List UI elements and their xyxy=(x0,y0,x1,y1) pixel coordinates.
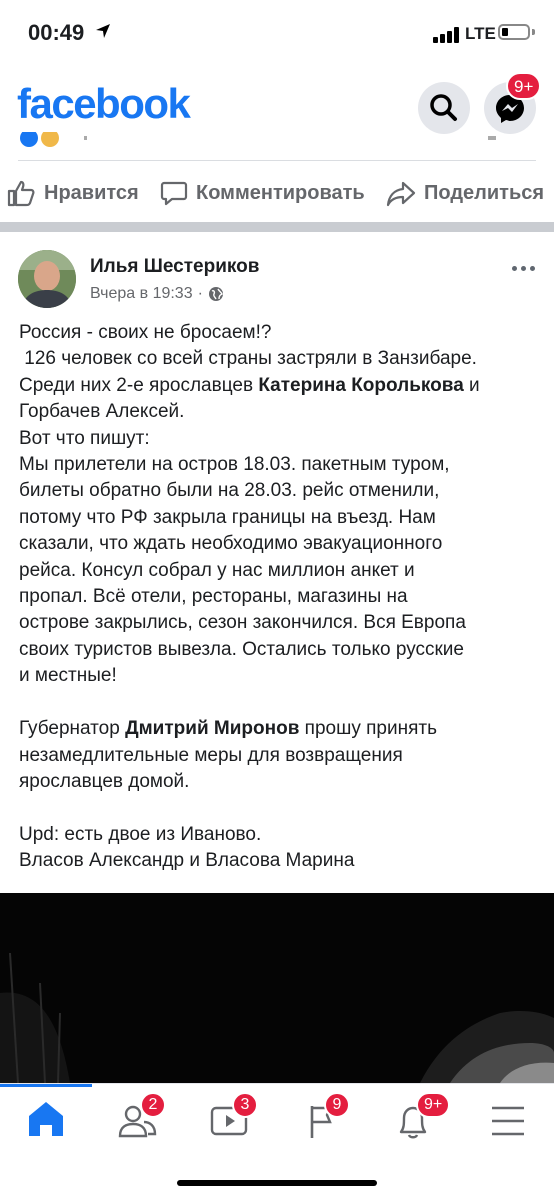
status-bar xyxy=(0,0,554,68)
search-button[interactable] xyxy=(418,82,470,134)
post-paragraph: прошу принять незамедлительные меры для возвращения ярославцев домой. xyxy=(19,718,437,792)
home-icon xyxy=(16,1094,76,1144)
comment-label: Комментировать xyxy=(196,181,365,204)
post-line: и xyxy=(463,374,480,396)
facebook-logo[interactable]: facebook xyxy=(17,80,190,127)
thumbs-up-icon xyxy=(6,178,36,208)
tab-friends[interactable] xyxy=(108,1094,168,1144)
share-button[interactable] xyxy=(386,168,544,218)
status-time: 00:49 xyxy=(28,20,85,45)
search-icon xyxy=(418,82,470,134)
post-line: Горбачев Алексей. xyxy=(19,401,185,423)
mention-link[interactable]: Катерина Королькова xyxy=(258,374,464,396)
like-label: Нравится xyxy=(44,181,139,204)
tab-notifications[interactable] xyxy=(384,1094,444,1144)
messenger-badge: 9+ xyxy=(506,72,541,100)
feed-separator xyxy=(0,222,554,232)
mention-link[interactable]: Дмитрий Миронов xyxy=(125,718,300,740)
previous-post-reactions xyxy=(0,132,554,152)
share-icon xyxy=(386,178,416,208)
post-line: Среди них 2-е ярославцев xyxy=(19,374,259,396)
signal-icon xyxy=(433,27,463,43)
post-text xyxy=(19,320,535,875)
post-author-name[interactable]: Илья Шестериков xyxy=(90,256,260,277)
pages-badge: 9 xyxy=(324,1092,350,1118)
battery-icon xyxy=(498,24,530,40)
post-actions-bar xyxy=(0,168,554,218)
post-line: Губернатор xyxy=(19,718,126,740)
active-tab-indicator xyxy=(0,1084,92,1087)
tab-menu[interactable] xyxy=(478,1094,538,1144)
comment-icon xyxy=(160,178,188,208)
divider xyxy=(18,160,536,161)
network-label: LTE xyxy=(465,24,496,43)
menu-icon xyxy=(478,1094,538,1144)
watch-badge: 3 xyxy=(232,1092,258,1118)
post-photo[interactable] xyxy=(0,893,554,1083)
tab-pages[interactable] xyxy=(292,1094,352,1144)
post-line: Вот что пишут: xyxy=(19,427,150,449)
post-meta: Вчера в 19:33 · xyxy=(90,285,224,303)
share-label: Поделиться xyxy=(424,181,545,204)
post-line: 126 человек со всей страны застряли в Занзибаре. xyxy=(19,348,477,370)
globe-icon xyxy=(208,286,224,302)
tab-watch[interactable] xyxy=(200,1094,260,1144)
home-indicator xyxy=(177,1180,377,1186)
tab-home[interactable] xyxy=(16,1094,76,1144)
post-paragraph: Мы прилетели на остров 18.03. пакетным туром, билеты обратно были на 28.03. рейс отменили, потому что РФ закрыла границы на въезд. Нам сказали, что ждать необходимо эвакуационного рейса. Консул собрал у нас миллион анкет и пропал. Всё отели, рестораны, магазины на острове закрылись, сезон закончился. Вся Европа своих туристов вывезла. Остались только русские и местные! xyxy=(19,454,466,687)
comment-button[interactable] xyxy=(160,168,365,218)
app-header xyxy=(0,68,554,138)
post-paragraph: Upd: есть двое из Иваново. Власов Александр и Власова Марина xyxy=(19,823,355,872)
post-more-button[interactable] xyxy=(512,266,535,271)
post-line: Россия - своих не бросаем!? xyxy=(19,322,272,343)
post-time[interactable]: Вчера в 19:33 xyxy=(90,285,193,302)
like-button[interactable] xyxy=(6,168,139,218)
friends-badge: 2 xyxy=(140,1092,166,1118)
author-avatar[interactable] xyxy=(18,250,76,308)
location-arrow-icon xyxy=(95,23,111,39)
notifications-badge: 9+ xyxy=(416,1092,450,1118)
